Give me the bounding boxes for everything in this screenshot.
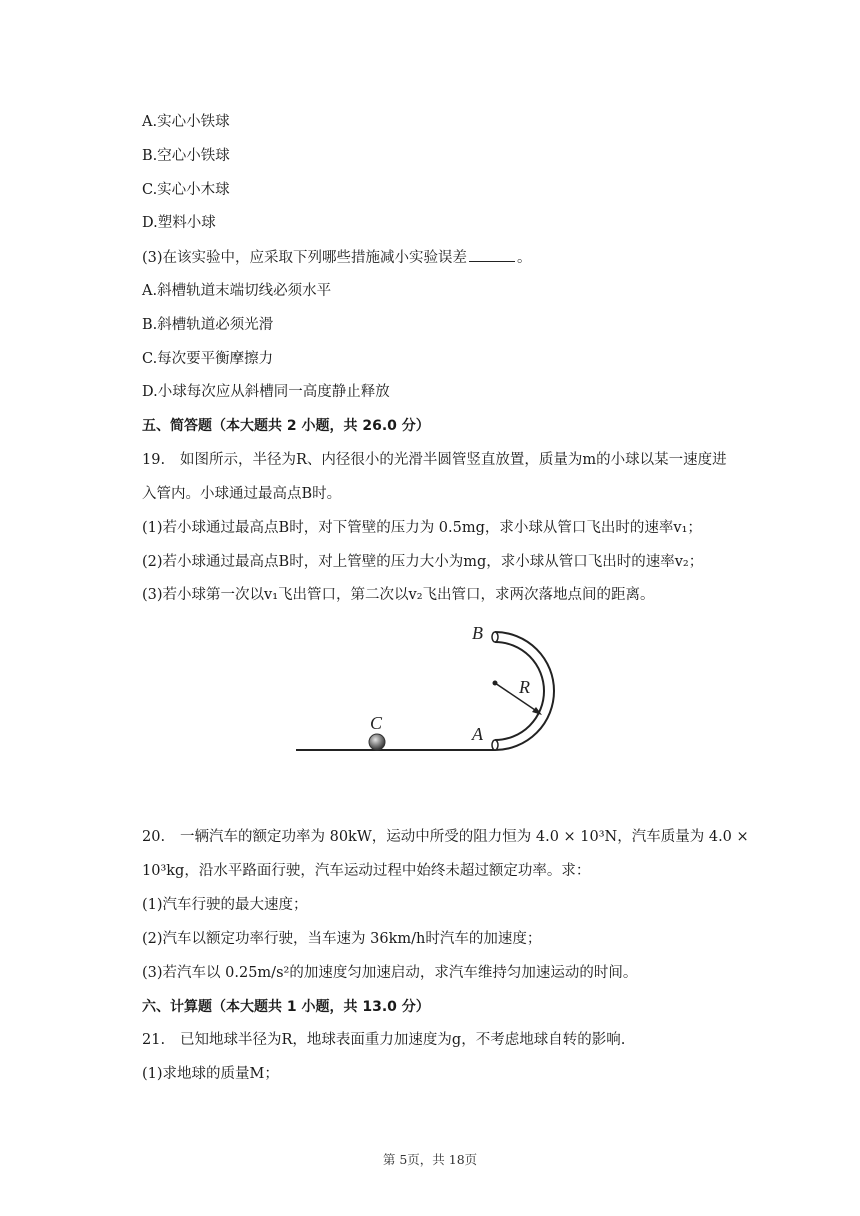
q19-stem-line2: 入管内。小球通过最高点B时。 [142,486,342,502]
tube-end-bottom [492,740,498,750]
q18-3-option-c: C.每次要平衡摩擦力 [142,351,274,367]
option-d: D.塑料小球 [142,215,216,231]
q19-line1 [142,450,727,470]
q19-sub3: (3)若小球第一次以v₁飞出管口，第二次以v₂飞出管口，求两次落地点间的距离。 [142,587,655,603]
q20-stem-line2: 10³kg，沿水平路面行驶，汽车运动过程中始终未超过额定功率。求： [142,863,591,879]
page-footer: 第 5页，共 18页 [382,1152,478,1167]
q18-3-option-d: D.小球每次应从斜槽同一高度静止释放 [142,384,390,400]
q20-stem-line1: 一辆汽车的额定功率为 80kW，运动中所受的阻力恒为 4.0 × 10³N，汽车质量为 4.0 × [180,829,749,845]
q21-stem-line1: 已知地球半径为R，地球表面重力加速度为g，不考虑地球自转的影响. [180,1032,626,1048]
q19-number: 19. [142,452,166,468]
q18-3-stem [142,247,532,268]
q21-line1 [142,1030,625,1050]
q20-number: 20. [142,829,166,845]
option-a: A.实心小铁球 [142,114,230,130]
option-b: B.空心小铁球 [142,148,230,164]
tube-end-top [492,632,498,642]
q18-3-option-a: A.斜槽轨道末端切线必须水平 [142,283,332,299]
ball-c [369,734,385,750]
q18-3-option-b: B.斜槽轨道必须光滑 [142,317,274,333]
label-a: A [472,724,483,744]
section6-heading: 六、计算题（本大题共 1 小题，共 13.0 分） [142,999,430,1015]
option-c: C.实心小木球 [142,182,230,198]
semicircle-tube-figure [290,612,590,762]
q21-number: 21. [142,1032,166,1048]
q20-sub2: (2)汽车以额定功率行驶，当车速为 36km/h时汽车的加速度； [142,931,542,947]
label-r: R [519,677,530,697]
q21-sub1: (1)求地球的质量M； [142,1066,279,1082]
q18-3-stem-text: (3)在该实验中，应采取下列哪些措施减小实验误差 [142,250,468,266]
q19-sub1: (1)若小球通过最高点B时，对下管壁的压力为 0.5mg，求小球从管口飞出时的速率v₁； [142,520,702,536]
label-c: C [370,713,383,733]
q20-sub3: (3)若汽车以 0.25m/s²的加速度匀加速启动，求汽车维持匀加速运动的时间。 [142,965,638,981]
q19-sub2: (2)若小球通过最高点B时，对上管壁的压力大小为mg，求小球从管口飞出时的速率v₂； [142,554,704,570]
label-b: B [472,623,483,643]
section5-heading: 五、简答题（本大题共 2 小题，共 26.0 分） [142,418,430,434]
q19-stem-line1: 如图所示，半径为R、内径很小的光滑半圆管竖直放置，质量为m的小球以某一速度进 [180,452,727,468]
answer-blank [469,247,515,262]
q20-line1 [142,827,749,847]
radius-line [495,683,538,712]
q20-sub1: (1)汽车行驶的最大速度； [142,897,308,913]
q18-3-stem-suffix: 。 [517,250,532,266]
